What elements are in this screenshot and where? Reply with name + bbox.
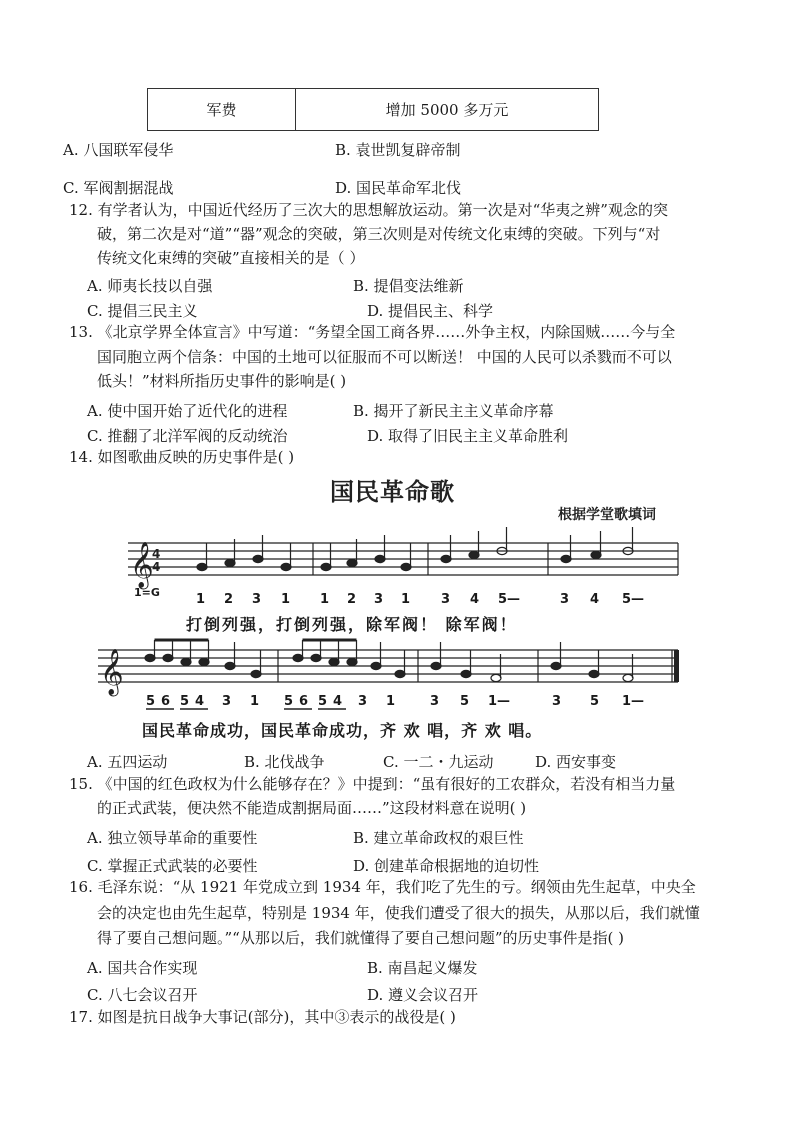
lyrics-row-2: 国民革命成功，国民革命成功，齐 欢 唱，齐 欢 唱。 [142, 721, 543, 740]
q12-line-3: 传统文化束缚的突破”直接相关的是（ ） [97, 249, 365, 267]
q11-option-b[interactable]: B. 袁世凯复辟帝制 [335, 141, 461, 159]
jianpu-number: 1— [488, 694, 511, 709]
jianpu-number: 1— [622, 694, 645, 709]
q12-option-d[interactable]: D. 提倡民主、科学 [367, 302, 494, 320]
q15-option-c[interactable]: C. 掌握正式武装的必要性 [87, 857, 258, 875]
svg-text:𝄞: 𝄞 [100, 649, 124, 695]
table-value-cell: 增加 5000 多万元 [385, 101, 509, 119]
q14-option-c[interactable]: C. 一二・九运动 [383, 753, 494, 771]
lyrics-row-1: 打倒列强，打倒列强，除军阀！ 除军阀！ [186, 615, 518, 634]
q16-option-a[interactable]: A. 国共合作实现 [87, 959, 198, 977]
song-sheet-image [90, 468, 690, 743]
q16-option-c[interactable]: C. 八七会议召开 [87, 986, 198, 1004]
q14-option-a[interactable]: A. 五四运动 [87, 753, 168, 771]
q16-line-3: 得了要自己想问题。”“从那以后，我们就懂得了要自己想问题”的历史事件是指( ) [97, 929, 624, 947]
jianpu-number: 3 [358, 694, 368, 709]
jianpu-number: 1 [320, 592, 330, 607]
jianpu-number: 3 [430, 694, 440, 709]
q13-line-2: 国同胞立两个信条：中国的土地可以征服而不可以断送！ 中国的人民可以杀戮而不可以 [97, 348, 672, 366]
jianpu-number: 3 [560, 592, 570, 607]
q13-option-a[interactable]: A. 使中国开始了近代化的进程 [87, 402, 288, 420]
q16-option-d[interactable]: D. 遵义会议召开 [367, 986, 479, 1004]
q16-line-1: 16. 毛泽东说：“从 1921 年党成立到 1934 年，我们吃了先生的亏。纲领由先生起草，中央全 [69, 878, 696, 896]
q12-option-b[interactable]: B. 提倡变法维新 [353, 277, 464, 295]
song-credit: 根据学堂歌填词 [558, 507, 656, 523]
jianpu-number: 5— [622, 592, 645, 607]
q14-option-b[interactable]: B. 北伐战争 [244, 753, 325, 771]
q15-option-a[interactable]: A. 独立领导革命的重要性 [87, 829, 258, 847]
jianpu-number: 1 [281, 592, 291, 607]
q12-line-2: 破，第二次是对“道”“器”观念的突破，第三次则是对传统文化束缚的突破。下列与“对 [97, 225, 661, 243]
q15-line-2: 的正式武装，便决然不能造成割据局面……”这段材料意在说明( ) [97, 799, 527, 817]
jianpu-number: 2 [347, 592, 357, 607]
q13-option-b[interactable]: B. 揭开了新民主主义革命序幕 [353, 402, 554, 420]
q11-option-d[interactable]: D. 国民革命军北伐 [335, 179, 462, 197]
song-title: 国民革命歌 [330, 478, 455, 506]
data-table [147, 88, 599, 131]
jianpu-number: 56 [284, 694, 315, 709]
svg-text:4: 4 [152, 547, 161, 561]
jianpu-number: 3 [222, 694, 232, 709]
jianpu-number: 4 [590, 592, 600, 607]
q13-option-c[interactable]: C. 推翻了北洋军阀的反动统治 [87, 427, 288, 445]
jianpu-number: 5 [460, 694, 470, 709]
q13-line-1: 13. 《北京学界全体宣言》中写道：“务望全国工商各界……外争主权，内除国贼……今与全 [69, 323, 676, 341]
jianpu-number: 3 [552, 694, 562, 709]
jianpu-number: 1 [250, 694, 260, 709]
jianpu-number: 3 [252, 592, 262, 607]
jianpu-number: 2 [224, 592, 234, 607]
jianpu-number: 4 [470, 592, 480, 607]
jianpu-number: 1 [401, 592, 411, 607]
jianpu-number: 3 [374, 592, 384, 607]
q16-option-b[interactable]: B. 南昌起义爆发 [367, 959, 478, 977]
q15-option-d[interactable]: D. 创建革命根据地的迫切性 [353, 857, 540, 875]
jianpu-number: 54 [318, 694, 349, 709]
jianpu-number: 5 [590, 694, 600, 709]
jianpu-number: 1 [196, 592, 206, 607]
q11-option-c[interactable]: C. 军阀割据混战 [63, 179, 174, 197]
jianpu-number: 1 [386, 694, 396, 709]
q16-line-2: 会的决定也由先生起草，特别是 1934 年，使我们遭受了很大的损失，从那以后，我们就懂 [97, 904, 700, 922]
q12-option-a[interactable]: A. 师夷长技以自强 [87, 277, 213, 295]
q15-line-1: 15. 《中国的红色政权为什么能够存在？》中提到：“虽有很好的工农群众，若没有相当力量 [69, 775, 676, 793]
q11-option-a[interactable]: A. 八国联军侵华 [63, 141, 174, 159]
q14-line: 14. 如图歌曲反映的历史事件是( ) [69, 448, 295, 466]
q15-option-b[interactable]: B. 建立革命政权的艰巨性 [353, 829, 524, 847]
q14-option-d[interactable]: D. 西安事变 [535, 753, 617, 771]
key-signature: 1=G [134, 586, 160, 599]
q17-line: 17. 如图是抗日战争大事记(部分)，其中③表示的战役是( ) [69, 1008, 456, 1026]
q13-option-d[interactable]: D. 取得了旧民主主义革命胜利 [367, 427, 569, 445]
q13-line-3: 低头！”材料所指历史事件的影响是( ) [97, 372, 347, 390]
svg-text:4: 4 [152, 560, 161, 574]
q12-option-c[interactable]: C. 提倡三民主义 [87, 302, 198, 320]
jianpu-number: 5— [498, 592, 521, 607]
q12-line-1: 12. 有学者认为，中国近代经历了三次大的思想解放运动。第一次是对“华夷之辨”观念的突 [69, 201, 668, 219]
jianpu-number: 3 [441, 592, 451, 607]
svg-text:𝄞: 𝄞 [130, 542, 154, 588]
jianpu-number: 54 [180, 694, 211, 709]
table-label-cell: 军费 [148, 89, 296, 130]
jianpu-number: 56 [146, 694, 177, 709]
